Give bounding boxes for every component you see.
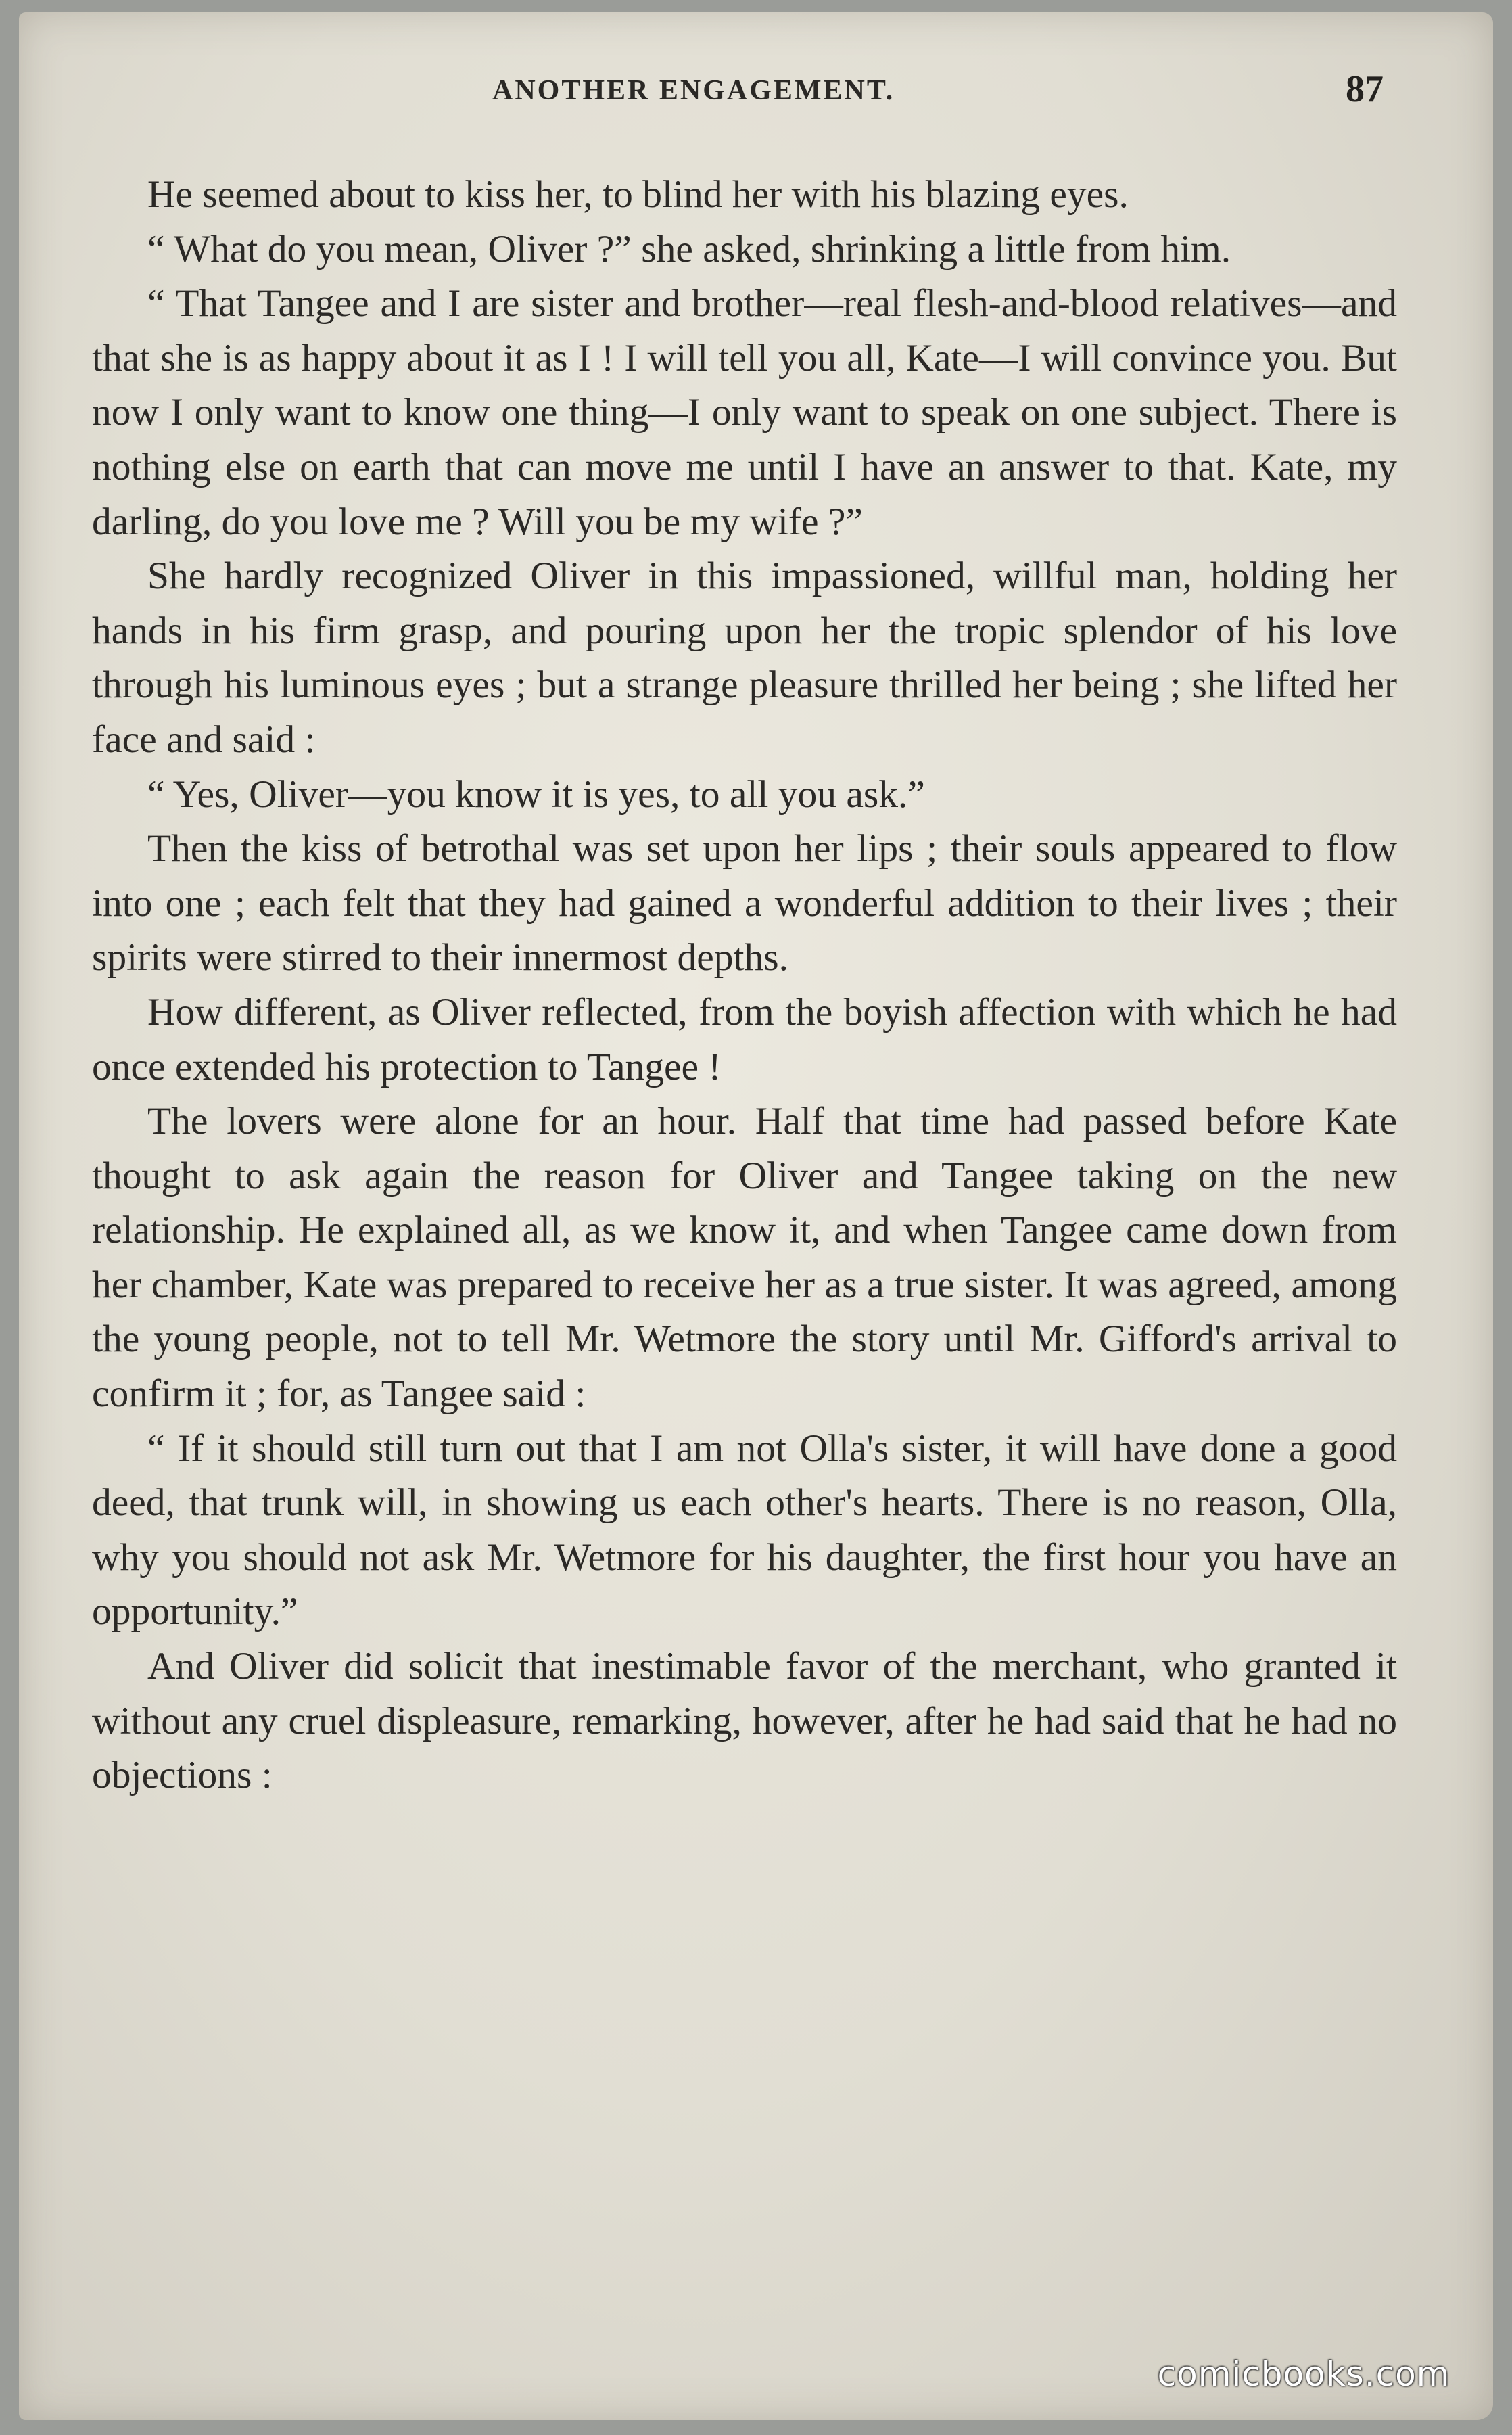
- paragraph: She hardly recognized Oliver in this impassioned, willful man, holding her hands in his firm grasp, and pouring upon her the tropic splendor of his love through his luminous eyes ; but a strange pleasure thrilled her being ; she lifted her face and said :: [92, 555, 1397, 761]
- paragraph: How different, as Oliver reflected, from the boyish affection with which he had once extended his protection to Tangee !: [92, 990, 1397, 1088]
- paragraph: “ That Tangee and I are sister and brother—real flesh-and-blood relatives—and that she is as happy about it as I ! I will tell you all, Kate—I will convince you. But now I only want to know one thing—I only want to speak on one subject. There is nothing else on earth that can move me until I have an answer to that. Kate, my darling, do you love me ? Will you be my wife ?”: [92, 282, 1397, 543]
- body-text: [92, 168, 1397, 1803]
- page-number: 87: [1346, 68, 1384, 110]
- paragraph: The lovers were alone for an hour. Half that time had passed before Kate thought to ask again the reason for Oliver and Tangee taking on the new relationship. He explained all, as we know it, and when Tangee came down from her chamber, Kate was prepared to receive her as a true sister. It was agreed, among the young people, not to tell Mr. Wetmore the story until Mr. Gifford's arrival to confirm it ; for, as Tangee said :: [92, 1100, 1397, 1416]
- paragraph: “ Yes, Oliver—you know it is yes, to all you ask.”: [147, 772, 925, 816]
- paragraph: He seemed about to kiss her, to blind her with his blazing eyes.: [147, 173, 1129, 216]
- paragraph: Then the kiss of betrothal was set upon her lips ; their souls appeared to flow into one ; each felt that they had gained a wonderful addition to their lives ; their spirits were stirred to their innermost depths.: [92, 827, 1397, 979]
- site-watermark: comicbooks.com: [1157, 2355, 1450, 2394]
- paragraph: “ If it should still turn out that I am not Olla's sister, it will have done a good deed, that trunk will, in showing us each other's hearts. There is no reason, Olla, why you should not ask Mr. Wetmore for his daughter, the first hour you have an opportunity.”: [92, 1427, 1397, 1633]
- page-header: [0, 68, 1512, 115]
- paragraph: “ What do you mean, Oliver ?” she asked, shrinking a little from him.: [147, 227, 1231, 271]
- paragraph: And Oliver did solicit that inestimable favor of the merchant, who granted it without any cruel displeasure, remarking, however, after he had said that he had no objections :: [92, 1645, 1397, 1797]
- running-head: ANOTHER ENGAGEMENT.: [492, 75, 895, 106]
